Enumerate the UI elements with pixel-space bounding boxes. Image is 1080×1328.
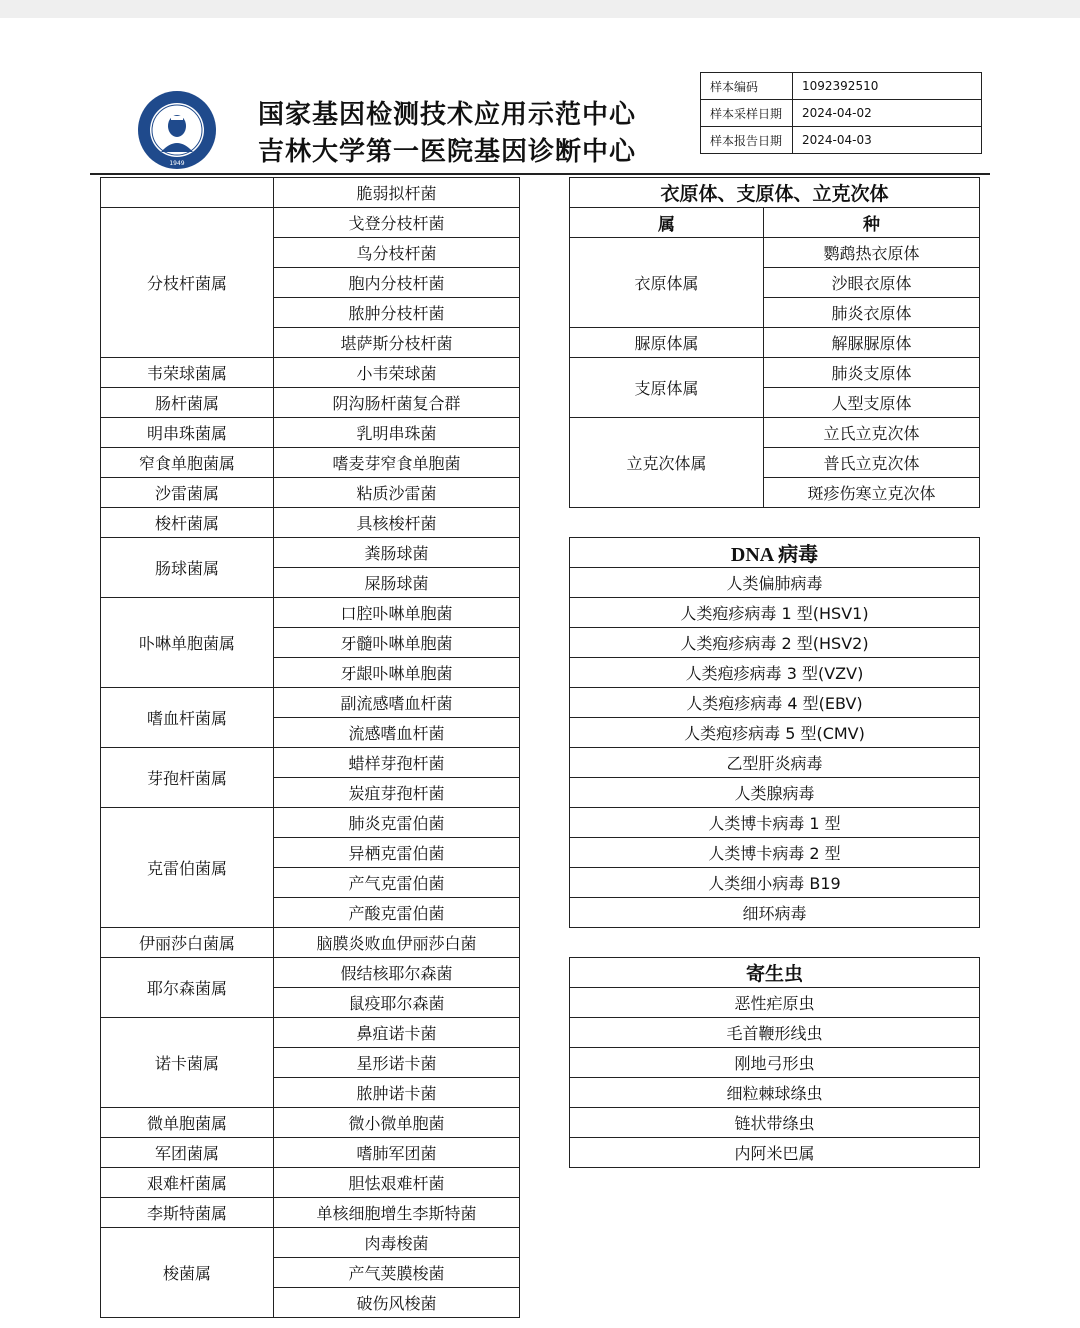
species-cell: 鼠疫耶尔森菌 (274, 988, 520, 1018)
top-band (0, 0, 1080, 18)
genus-cell: 诺卡菌属 (101, 1018, 274, 1108)
species-cell: 流感嗜血杆菌 (274, 718, 520, 748)
table-row (101, 808, 520, 838)
species-cell: 蜡样芽孢杆菌 (274, 748, 520, 778)
table-row (570, 688, 980, 718)
table-row (101, 958, 520, 988)
species-cell: 肺炎克雷伯菌 (274, 808, 520, 838)
genus-cell: 李斯特菌属 (101, 1198, 274, 1228)
sample-code-value: 1092392510 (793, 73, 982, 100)
species-cell: 单核细胞增生李斯特菌 (274, 1198, 520, 1228)
species-cell: 鹦鹉热衣原体 (764, 238, 980, 268)
column-header-species: 种 (764, 208, 980, 238)
genus-cell: 窄食单胞菌属 (101, 448, 274, 478)
item-cell: 毛首鞭形线虫 (570, 1018, 980, 1048)
table-row (570, 808, 980, 838)
genus-cell: 梭菌属 (101, 1228, 274, 1318)
table-row (570, 718, 980, 748)
item-cell: 细粒棘球绦虫 (570, 1078, 980, 1108)
genus-cell: 肠球菌属 (101, 538, 274, 598)
species-cell: 胞内分枝杆菌 (274, 268, 520, 298)
genus-cell: 支原体属 (570, 358, 764, 418)
genus-cell: 梭杆菌属 (101, 508, 274, 538)
table-row (101, 1198, 520, 1228)
table-title: DNA 病毒 (570, 538, 980, 568)
species-cell: 立氏立克次体 (764, 418, 980, 448)
table-row (101, 478, 520, 508)
table-row (570, 988, 980, 1018)
item-cell: 人类偏肺病毒 (570, 568, 980, 598)
item-cell: 人类疱疹病毒 4 型(EBV) (570, 688, 980, 718)
species-cell: 脆弱拟杆菌 (274, 178, 520, 208)
item-cell: 人类疱疹病毒 3 型(VZV) (570, 658, 980, 688)
table-row (570, 898, 980, 928)
item-cell: 恶性疟原虫 (570, 988, 980, 1018)
genus-cell: 芽孢杆菌属 (101, 748, 274, 808)
table-row (101, 448, 520, 478)
table-title-row (570, 538, 980, 568)
species-cell: 脓肿诺卡菌 (274, 1078, 520, 1108)
genus-cell: 军团菌属 (101, 1138, 274, 1168)
species-cell: 炭疽芽孢杆菌 (274, 778, 520, 808)
table-row (101, 1108, 520, 1138)
table-row (570, 1018, 980, 1048)
genus-cell: 伊丽莎白菌属 (101, 928, 274, 958)
species-cell: 乳明串珠菌 (274, 418, 520, 448)
item-cell: 人类博卡病毒 1 型 (570, 808, 980, 838)
table-header-row (570, 208, 980, 238)
table-row (101, 598, 520, 628)
sample-code-label: 样本编码 (701, 73, 793, 100)
table-row (570, 238, 980, 268)
table-row (570, 358, 980, 388)
table-row (570, 658, 980, 688)
species-cell: 牙龈卟啉单胞菌 (274, 658, 520, 688)
dna-virus-table (569, 537, 980, 928)
item-cell: 细环病毒 (570, 898, 980, 928)
table-row (570, 1078, 980, 1108)
genus-cell: 分枝杆菌属 (101, 208, 274, 358)
species-cell: 副流感嗜血杆菌 (274, 688, 520, 718)
species-cell: 肺炎支原体 (764, 358, 980, 388)
species-cell: 鼻疽诺卡菌 (274, 1018, 520, 1048)
report-date-value: 2024-04-03 (793, 127, 982, 154)
species-cell: 产酸克雷伯菌 (274, 898, 520, 928)
species-cell: 肺炎衣原体 (764, 298, 980, 328)
species-cell: 口腔卟啉单胞菌 (274, 598, 520, 628)
species-cell: 戈登分枝杆菌 (274, 208, 520, 238)
sample-date-label: 样本采样日期 (701, 100, 793, 127)
report-date-row (701, 127, 982, 154)
species-cell: 肉毒梭菌 (274, 1228, 520, 1258)
species-cell: 脓肿分枝杆菌 (274, 298, 520, 328)
species-cell: 具核梭杆菌 (274, 508, 520, 538)
table-title-row (570, 958, 980, 988)
species-cell: 普氏立克次体 (764, 448, 980, 478)
genus-cell: 衣原体属 (570, 238, 764, 328)
column-header-genus: 属 (570, 208, 764, 238)
logo-year: 1949 (169, 160, 185, 167)
table-row (570, 838, 980, 868)
item-cell: 人类疱疹病毒 1 型(HSV1) (570, 598, 980, 628)
item-cell: 链状带绦虫 (570, 1108, 980, 1138)
chlamydia-mycoplasma-rickettsia-table (569, 177, 980, 508)
item-cell: 内阿米巴属 (570, 1138, 980, 1168)
table-row (570, 1108, 980, 1138)
item-cell: 刚地弓形虫 (570, 1048, 980, 1078)
table-title: 衣原体、支原体、立克次体 (570, 178, 980, 208)
species-cell: 假结核耶尔森菌 (274, 958, 520, 988)
species-cell: 异栖克雷伯菌 (274, 838, 520, 868)
genus-cell (101, 178, 274, 208)
genus-cell: 耶尔森菌属 (101, 958, 274, 1018)
table-row (101, 208, 520, 238)
genus-cell: 嗜血杆菌属 (101, 688, 274, 748)
species-cell: 粪肠球菌 (274, 538, 520, 568)
table-title-row (570, 178, 980, 208)
genus-cell: 卟啉单胞菌属 (101, 598, 274, 688)
item-cell: 人类疱疹病毒 5 型(CMV) (570, 718, 980, 748)
table-row (101, 1138, 520, 1168)
table-row (101, 1228, 520, 1258)
species-cell: 微小微单胞菌 (274, 1108, 520, 1138)
species-cell: 嗜麦芽窄食单胞菌 (274, 448, 520, 478)
sample-code-row (701, 73, 982, 100)
species-cell: 星形诺卡菌 (274, 1048, 520, 1078)
table-title: 寄生虫 (570, 958, 980, 988)
species-cell: 产气克雷伯菌 (274, 868, 520, 898)
genus-cell: 微单胞菌属 (101, 1108, 274, 1138)
table-row (101, 1168, 520, 1198)
header-divider (90, 173, 990, 175)
table-row (101, 178, 520, 208)
table-row (570, 1048, 980, 1078)
table-row (101, 358, 520, 388)
bacteria-table (100, 177, 520, 1318)
parasite-table (569, 957, 980, 1168)
species-cell: 屎肠球菌 (274, 568, 520, 598)
species-cell: 阴沟肠杆菌复合群 (274, 388, 520, 418)
genus-cell: 韦荣球菌属 (101, 358, 274, 388)
species-cell: 牙髓卟啉单胞菌 (274, 628, 520, 658)
sample-date-row (701, 100, 982, 127)
table-row (101, 538, 520, 568)
species-cell: 人型支原体 (764, 388, 980, 418)
genus-cell: 克雷伯菌属 (101, 808, 274, 928)
species-cell: 解脲脲原体 (764, 328, 980, 358)
species-cell: 脑膜炎败血伊丽莎白菌 (274, 928, 520, 958)
species-cell: 破伤风梭菌 (274, 1288, 520, 1318)
sample-info-table (700, 72, 982, 154)
table-row (570, 568, 980, 598)
table-row (101, 928, 520, 958)
table-row (570, 778, 980, 808)
species-cell: 堪萨斯分枝杆菌 (274, 328, 520, 358)
species-cell: 胆怯艰难杆菌 (274, 1168, 520, 1198)
genus-cell: 明串珠菌属 (101, 418, 274, 448)
species-cell: 沙眼衣原体 (764, 268, 980, 298)
title-line-1: 国家基因检测技术应用示范中心 (258, 100, 637, 130)
species-cell: 小韦荣球菌 (274, 358, 520, 388)
genus-cell: 艰难杆菌属 (101, 1168, 274, 1198)
report-date-label: 样本报告日期 (701, 127, 793, 154)
genus-cell: 立克次体属 (570, 418, 764, 508)
genus-cell: 脲原体属 (570, 328, 764, 358)
item-cell: 人类疱疹病毒 2 型(HSV2) (570, 628, 980, 658)
genus-cell: 沙雷菌属 (101, 478, 274, 508)
genus-cell: 肠杆菌属 (101, 388, 274, 418)
hospital-logo (137, 90, 217, 170)
item-cell: 人类腺病毒 (570, 778, 980, 808)
species-cell: 嗜肺军团菌 (274, 1138, 520, 1168)
table-row (570, 418, 980, 448)
species-cell: 斑疹伤寒立克次体 (764, 478, 980, 508)
table-row (570, 868, 980, 898)
title-line-2: 吉林大学第一医院基因诊断中心 (258, 137, 637, 167)
table-row (570, 328, 980, 358)
table-row (101, 1018, 520, 1048)
table-row (101, 418, 520, 448)
table-row (570, 598, 980, 628)
table-row (570, 1138, 980, 1168)
table-row (101, 688, 520, 718)
table-row (570, 748, 980, 778)
table-row (101, 388, 520, 418)
species-cell: 粘质沙雷菌 (274, 478, 520, 508)
table-row (570, 628, 980, 658)
species-cell: 产气荚膜梭菌 (274, 1258, 520, 1288)
table-row (101, 748, 520, 778)
species-cell: 鸟分枝杆菌 (274, 238, 520, 268)
table-row (101, 508, 520, 538)
sample-date-value: 2024-04-02 (793, 100, 982, 127)
item-cell: 人类博卡病毒 2 型 (570, 838, 980, 868)
item-cell: 乙型肝炎病毒 (570, 748, 980, 778)
item-cell: 人类细小病毒 B19 (570, 868, 980, 898)
